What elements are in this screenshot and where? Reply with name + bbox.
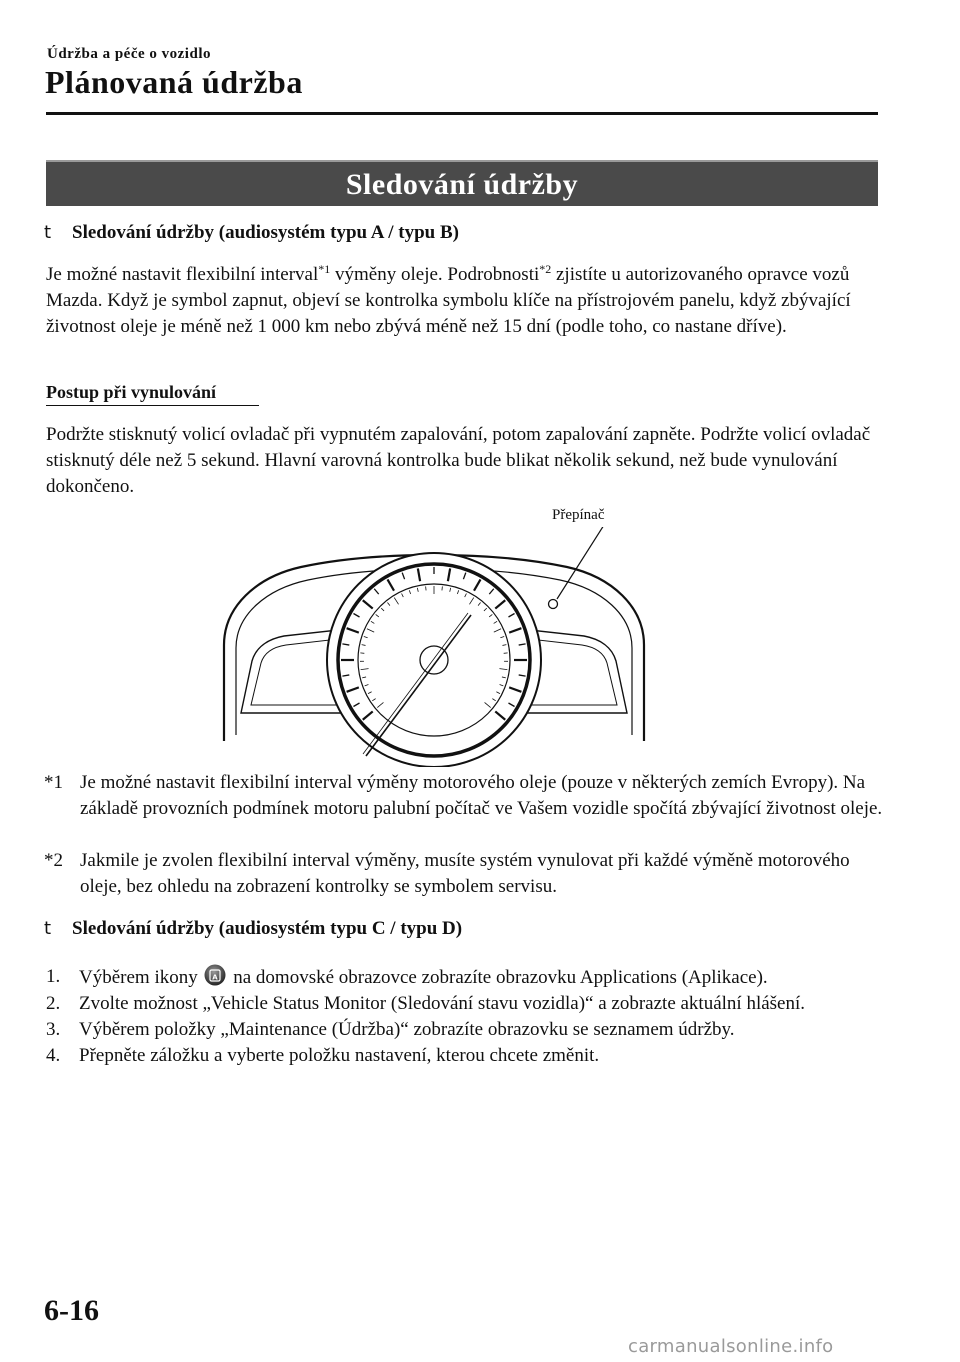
procedure-text: Podržte stisknutý volicí ovladač při vypnutém zapalování, potom zapalování zapněte. Podržte volicí ovladač stisknutý déle než 5 sekund. Hlavní varovná kontrolka bude blikat několik sekund, než bude vynulování dokončeno. [46,424,871,497]
footnote-text-1: Je možné nastavit flexibilní interval výměny motorového oleje (pouze v některých zemích Evropy). Na základě provozních podmínek motoru palubní počítač ve Vašem vozidle spočítá zbývající životnost oleje. [80,772,883,819]
steps-list [46,964,886,1069]
step-text: Přepněte záložku a vyberte položku nastavení, kterou chcete změnit. [79,1045,600,1066]
step-text-post: na domovské obrazovce zobrazíte obrazovku Applications (Aplikace). [228,967,768,988]
procedure-underline [46,405,259,406]
list-item [46,1043,886,1069]
page-number: 6-16 [44,1294,99,1327]
section1-heading [44,222,459,244]
procedure-heading: Postup při vynulování [46,382,217,402]
callout-leader-line [557,527,604,599]
footnote-number-1: *1 [44,772,63,793]
step-number: 1. [46,966,61,987]
watermark-text: carmanualsonline.info [628,1336,834,1357]
page-title: Plánovaná údržba [45,64,303,100]
section1-heading-text: Sledování údržby (audiosystém typu A / typu B) [72,222,459,243]
step-text-pre: Výběrem ikony [79,967,203,988]
section1-paragraph [46,262,880,340]
footnote-ref-2: *2 [539,262,552,276]
list-item [46,964,886,991]
step-text: Výběrem položky „Maintenance (Údržba)“ zobrazíte obrazovku se seznamem údržby. [79,1019,735,1040]
footnote-text-2: Jakmile je zvolen flexibilní interval výměny, musíte systém vynulovat při každé výměně motorového oleje, bez ohledu na zobrazení kontrolky se symbolem servisu. [80,850,850,897]
applications-icon [204,964,226,986]
list-item [46,1017,886,1043]
selector-knob-icon [549,600,558,609]
step-number: 3. [46,1019,61,1040]
footnote-2 [44,848,884,900]
footnote-ref-1: *1 [318,262,331,276]
title-divider [46,112,878,115]
instrument-cluster-illustration [216,527,652,767]
section-marker-icon: t [44,222,52,243]
list-item [46,991,886,1017]
svg-text:A: A [212,973,219,982]
para-text-b: výměny oleje. Podrobnosti [330,264,540,285]
section-banner: Sledování údržby [46,160,878,206]
footnote-1 [44,770,884,822]
figure-callout-label: Přepínač [552,507,605,523]
section2-heading-text: Sledování údržby (audiosystém typu C / typu D) [72,918,463,939]
step-text: Zvolte možnost „Vehicle Status Monitor (Sledování stavu vozidla)“ a zobrazte aktuální hlášení. [79,993,806,1014]
para-text-a: Je možné nastavit flexibilní interval [46,264,319,285]
step-number: 2. [46,993,61,1014]
section-marker-icon: t [44,918,52,939]
footnote-number-2: *2 [44,850,63,871]
chapter-label: Údržba a péče o vozidlo [47,46,211,62]
para-text-c: zjistíte u autorizovaného opravce vozů Mazda. Když je symbol zapnut, objeví se kontrolka symbolu klíče na přístrojovém panelu, když zbývající životnost oleje je méně než 1 000 km nebo zbývá méně než 15 dní (podle toho, co nastane dříve). [46,264,851,337]
section2-heading [44,918,462,940]
step-number: 4. [46,1045,61,1066]
